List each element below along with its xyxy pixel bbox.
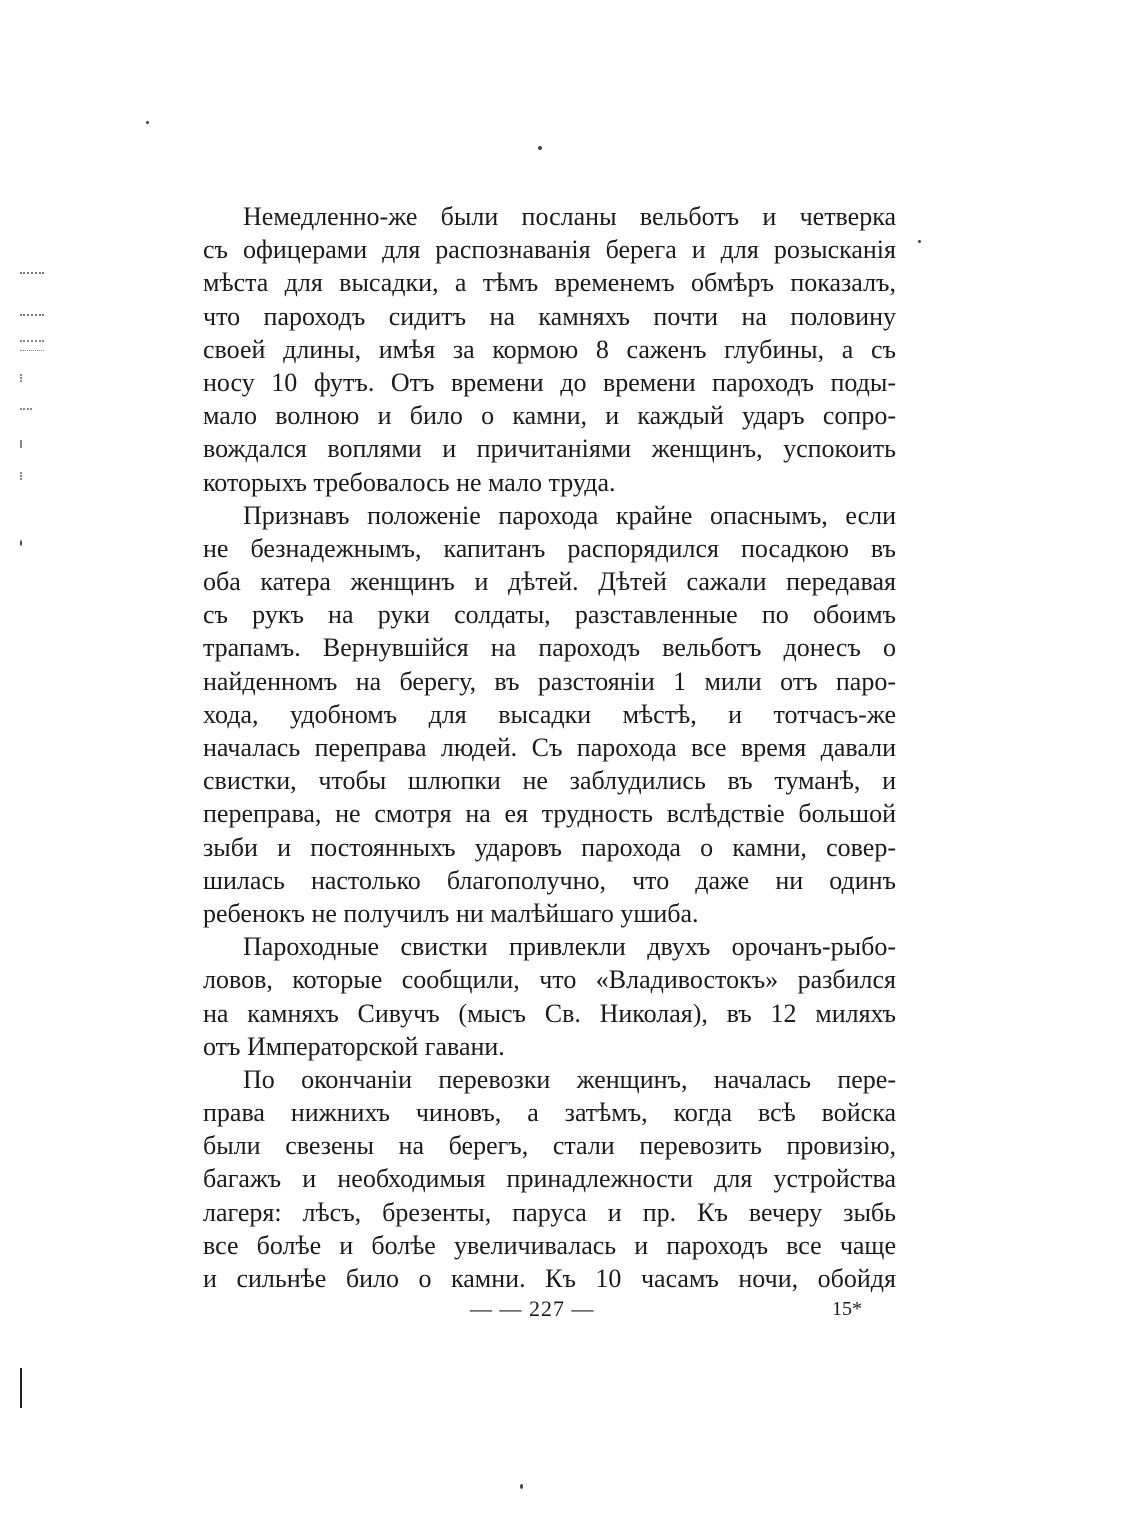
- text-line: и сильнѣе било о камни. Къ 10 часамъ ночи, обойдя: [203, 1264, 896, 1293]
- scan-speck: [918, 240, 921, 243]
- margin-artifact: [20, 306, 44, 316]
- margin-artifact: [20, 340, 44, 351]
- paragraph: [203, 200, 896, 499]
- text-line: оба катера женщинъ и дѣтей. Дѣтей сажали передавая: [203, 567, 896, 597]
- text-line: отъ Императорской гавани.: [203, 1031, 505, 1061]
- text-line: Пароходные свистки привлекли двухъ орочанъ-рыбо-: [243, 932, 896, 962]
- scan-speck: [520, 1484, 523, 1489]
- text-line: зыби и постоянныхъ ударовъ парохода о камни, совер-: [203, 832, 896, 862]
- text-line: съ офицерами для распознаванія берега и для розысканія: [203, 235, 896, 265]
- text-line: шилась настолько благополучно, что даже ни одинъ: [203, 865, 896, 895]
- paragraph: [203, 499, 896, 930]
- text-line: лагеря: лѣсъ, брезенты, паруса и пр. Къ вечеру зыбь: [203, 1197, 896, 1227]
- margin-artifact: [20, 408, 32, 418]
- text-line: багажъ и необходимыя принадлежности для устройства: [203, 1164, 896, 1194]
- text-line: мѣста для высадки, а тѣмъ временемъ обмѣръ показалъ,: [203, 268, 896, 298]
- text-line: трапамъ. Вернувшійся на пароходъ вельботъ донесъ о: [203, 633, 896, 663]
- paragraph: [203, 930, 896, 1063]
- scan-speck: [20, 540, 22, 546]
- text-line: вождался воплями и причитаніями женщинъ, успокоить: [203, 434, 896, 464]
- text-line: началась переправа людей. Съ парохода все время давали: [203, 733, 896, 762]
- text-line: ребенокъ не получилъ ни малѣйшаго ушиба.: [203, 898, 699, 928]
- text-line: которыхъ требовалось не мало труда.: [203, 467, 616, 497]
- text-line: найденномъ на берегу, въ разстояніи 1 мили отъ паро-: [203, 666, 896, 696]
- scan-speck: [538, 146, 542, 150]
- signature-mark: 15*: [832, 1298, 862, 1320]
- page-number: — — 227 —: [470, 1296, 595, 1321]
- text-line: не безнадежнымъ, капитанъ распорядился посадкою въ: [203, 533, 896, 563]
- scan-speck: [146, 121, 149, 124]
- text-line: что пароходъ сидитъ на камняхъ почти на половину: [203, 301, 896, 331]
- text-line: свистки, чтобы шлюпки не заблудились въ туманѣ, и: [203, 766, 896, 796]
- text-line: права нижнихъ чиновъ, а затѣмъ, когда всѣ войска: [203, 1098, 896, 1128]
- text-line: По окончаніи перевозки женщинъ, началась пере-: [243, 1064, 896, 1094]
- text-line: все болѣе и болѣе увеличивалась и пароходъ все чаще: [203, 1230, 896, 1260]
- text-line: на камняхъ Сивучъ (мысъ Св. Николая), въ 12 миляхъ: [203, 998, 896, 1028]
- text-line: Немедленно-же были посланы вельботъ и четверка: [243, 202, 896, 231]
- body-text: [203, 200, 896, 1295]
- text-line: ловов, которые сообщили, что «Владивостокъ» разбился: [203, 965, 896, 995]
- text-line: мало волною и било о камни, и каждый ударъ сопро-: [203, 401, 896, 431]
- margin-artifact: [20, 374, 32, 382]
- text-line: своей длины, имѣя за кормою 8 саженъ глубины, а съ: [203, 334, 896, 364]
- text-line: носу 10 футъ. Отъ времени до времени пароходъ поды-: [203, 367, 896, 397]
- text-line: съ рукъ на руки солдаты, разставленные по обоимъ: [203, 600, 896, 630]
- margin-artifact: [20, 472, 30, 480]
- paragraph: [203, 1063, 896, 1295]
- margin-artifact: [20, 272, 44, 282]
- text-line: переправа, не смотря на ея трудность вслѣдствіе большой: [203, 799, 896, 829]
- text-line: Признавъ положеніе парохода крайне опаснымъ, если: [243, 500, 896, 530]
- margin-artifact: [20, 440, 30, 448]
- text-line: были свезены на берегъ, стали перевозить провизію,: [203, 1131, 896, 1161]
- text-line: хода, удобномъ для высадки мѣстѣ, и тотчасъ-же: [203, 699, 896, 729]
- scan-edge-line: [20, 1368, 22, 1408]
